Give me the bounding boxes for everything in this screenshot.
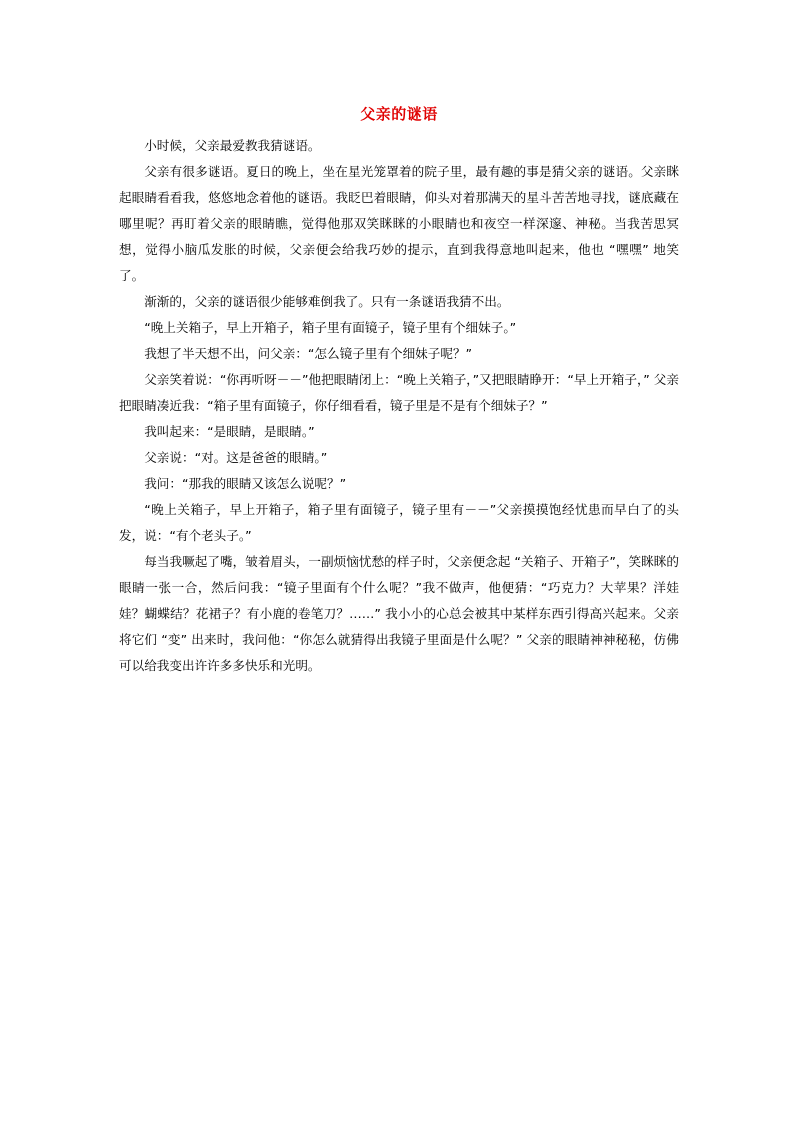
paragraph: 我想了半天想不出，问父亲：“怎么镜子里有个细妹子呢？” [144,346,473,361]
paragraph: 父亲有很多谜语。夏日的晚上，坐在星光笼罩着的院子里，最有趣的事是猜父亲的谜语。父亲眯起眼睛看看我，悠悠地念着他的谜语。我眨巴着眼睛，仰头对着那满天的星斗苦苦地寻找，谜底藏在哪里呢？再盯着父亲的眼睛瞧，觉得他那双笑眯眯的小眼睛也和夜空一样深邃、神秘。当我苦思冥想，觉得小脑瓜发胀的时候，父亲便会给我巧妙的提示，直到我得意地叫起来，他也 “嘿嘿” 地笑了。 [119,164,679,283]
paragraph: 父亲笑着说：“你再听呀－－”他把眼睛闭上：“晚上关箱子，”又把眼睛睁开：“早上开箱子，” 父亲把眼睛凑近我：“箱子里有面镜子，你仔细看看，镜子里是不是有个细妹子？” [119,372,679,413]
paragraph: 我问：“那我的眼睛又该怎么说呢？” [144,476,347,491]
document-page [119,104,679,679]
paragraph: 每当我噘起了嘴，皱着眉头，一副烦恼忧愁的样子时，父亲便念起 “关箱子、开箱子”，笑眯眯的眼睛一张一合，然后问我：“镜子里面有个什么呢？”我不做声，他便猜：“巧克力？大苹果？洋娃娃？蝴蝶结？花裙子？有小鹿的卷笔刀？……” 我小小的心总会被其中某样东西引得高兴起来。父亲将它们 “变” 出来时，我问他：“你怎么就猜得出我镜子里面是什么呢？” 父亲的眼睛神神秘秘，仿佛可以给我变出许许多多快乐和光明。 [119,554,679,673]
paragraph: 渐渐的，父亲的谜语很少能够难倒我了。只有一条谜语我猜不出。 [144,294,510,309]
paragraph: “晚上关箱子，早上开箱子，箱子里有面镜子，镜子里有个细妹子。” [144,320,517,335]
document-body [119,133,679,679]
paragraph: 父亲说：“对。这是爸爸的眼睛。” [144,450,328,465]
paragraph: “晚上关箱子，早上开箱子，箱子里有面镜子，镜子里有－－”父亲摸摸饱经忧患而早白了的头发，说：“有个老头子。” [119,502,679,543]
paragraph: 小时候，父亲最爱教我猜谜语。 [144,138,321,153]
document-title: 父亲的谜语 [360,105,438,123]
paragraph: 我叫起来：“是眼睛，是眼睛。” [144,424,315,439]
